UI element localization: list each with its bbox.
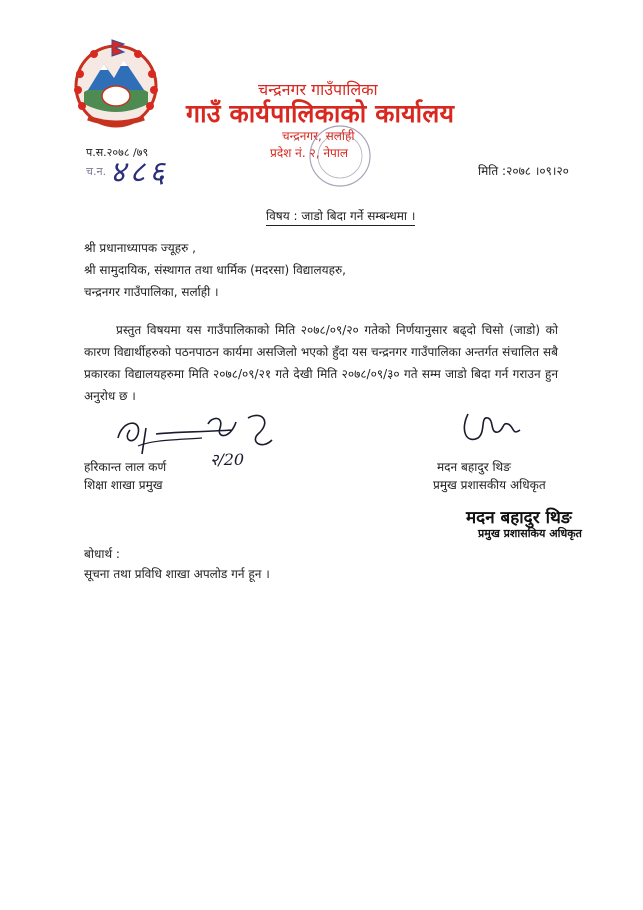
dispatch-number: ४८६ (110, 155, 169, 190)
left-signatory-name: हरिकान्त लाल कर्ण (84, 460, 167, 474)
cc-label: बोधार्थ : (84, 547, 120, 561)
dispatch-label: च.न. (86, 165, 107, 178)
office-stamp (300, 120, 380, 192)
letter-date: मिति :२०७८ ।०९।२० (478, 164, 569, 178)
province-line: प्रदेश नं. २, नेपाल (270, 146, 349, 160)
subject-line: विषय : जाडो बिदा गर्ने सम्बन्धमा । (266, 207, 415, 226)
addressee-line: चन्द्रनगर गाउँपालिका, सर्लाही । (84, 285, 219, 299)
addressee-line: श्री सामुदायिक, संस्थागत तथा धार्मिक (मदरसा) विद्यालयहरु, (84, 263, 346, 277)
fiscal-year-ref: प.स.२०७८ /७९ (86, 146, 149, 159)
cc-text: सूचना तथा प्रविधि शाखा अपलोड गर्न हून । (84, 567, 270, 581)
name-stamp: मदन बहादुर थिङ (466, 508, 572, 528)
right-signatory-name: मदन बहादुर थिङ (437, 460, 511, 474)
signature-annotation: २/20 (210, 450, 245, 469)
district-line: चन्द्रनगर, सर्लाही (282, 129, 355, 143)
signature-right (458, 404, 528, 450)
nepal-emblem-logo (66, 34, 166, 130)
addressee-line: श्री प्रधानाध्यापक ज्यूहरु , (84, 241, 196, 255)
left-signatory-title: शिक्षा शाखा प्रमुख (84, 478, 163, 492)
municipality-name: चन्द्रनगर गाउँपालिका (258, 80, 378, 99)
right-signatory-title: प्रमुख प्रशासकीय अधिकृत (433, 478, 546, 492)
name-stamp-title: प्रमुख प्रशासकिय अधिकृत (478, 527, 582, 540)
office-name: गाउँ कार्यपालिकाको कार्यालय (186, 99, 455, 128)
letter-body: प्रस्तुत विषयमा यस गाउँपालिकाको मिति २०७८/०९/२० गतेको निर्णयानुसार बढ्दो चिसो (जाडो) को कारण विद्यार्थीहरुको पठनपाठन कार्यमा असजिलो भएको हुँदा यस चन्द्रनगर गाउँपालिका अन्तर्गत संचालित सबै प्रकारका विद्यालयहरुमा मिति २०७८/०९/२१ गते देखी मिति २०७८/०९/३० गते सम्म जाडो बिदा गर्न गराउन हुन अनुरोध छ । (84, 323, 558, 403)
